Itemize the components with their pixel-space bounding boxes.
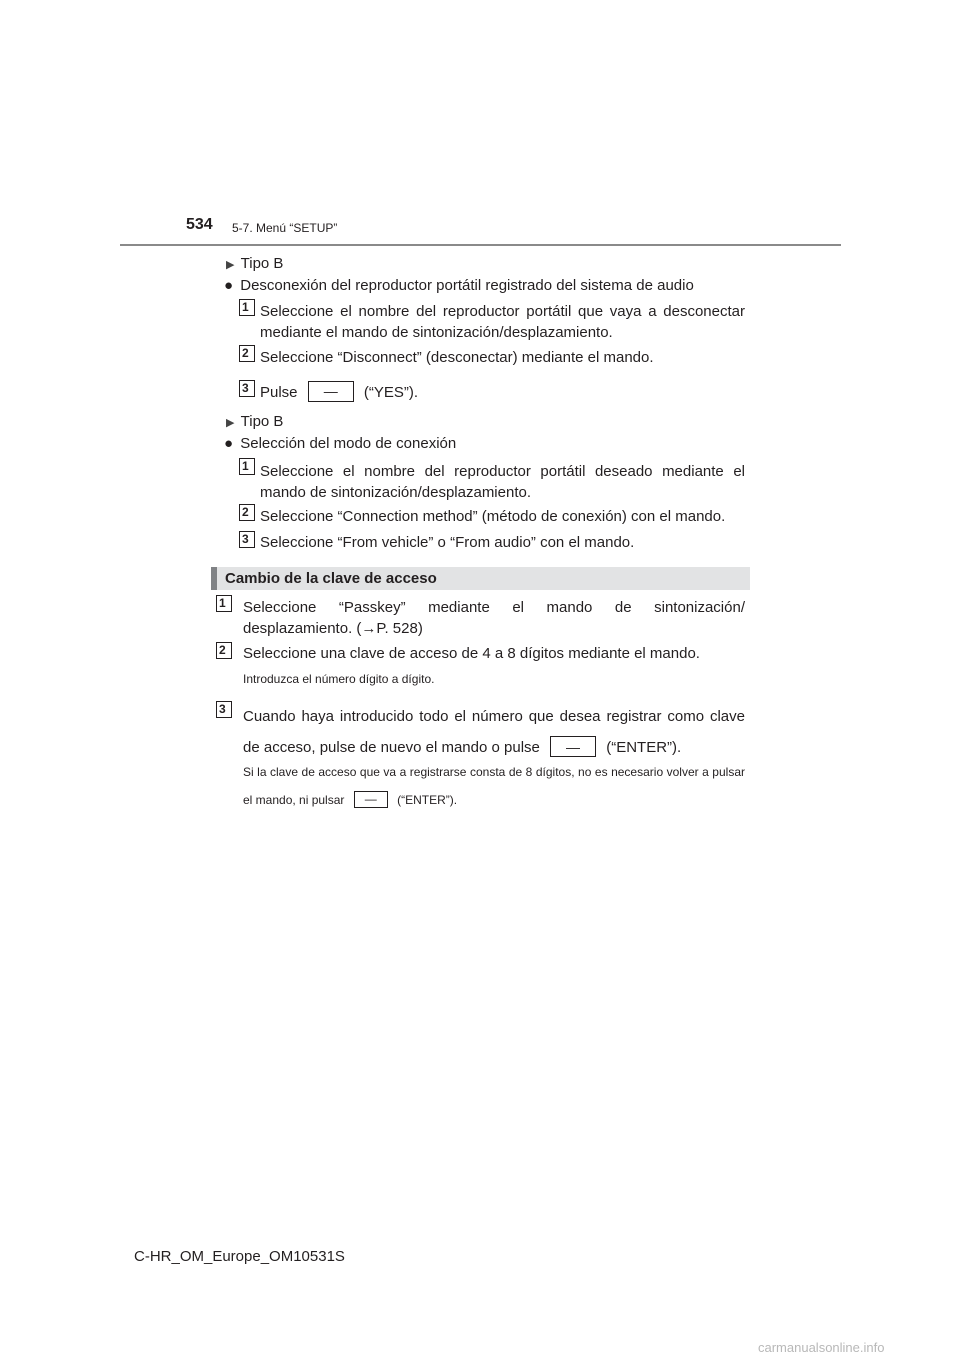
watermark-text: carmanualsonline.info [758, 1340, 885, 1355]
step-text: Seleccione una clave de acceso de 4 a 8 dígitos mediante el mando. [243, 645, 700, 662]
step-note-post: (“ENTER”). [397, 793, 458, 807]
step-note: Introduzca el número dígito a dígito. [243, 672, 435, 686]
bullet-heading-text: Desconexión del reproductor portátil registrado del sistema de audio [240, 277, 694, 294]
yes-button[interactable] [308, 381, 354, 402]
bullet-icon: ● [224, 277, 234, 294]
step-number-badge: 2 [239, 504, 255, 521]
dash-icon: — [364, 792, 377, 807]
triangle-bullet-icon: ▶ [226, 259, 235, 271]
step-text: Seleccione el nombre del reproductor portátil que vaya a desconectar mediante el mando de sintonización/desplazamiento. [260, 303, 745, 341]
step-text: Seleccione “Disconnect” (desconectar) mediante el mando. [260, 349, 654, 366]
step-text: Seleccione el nombre del reproductor portátil deseado mediante el mando de sintonización/desplazamiento. [260, 463, 745, 501]
step-number-badge: 1 [239, 299, 255, 316]
step-number-badge: 3 [239, 380, 255, 397]
step-text-post: (“ENTER”). [606, 739, 682, 756]
section-heading [211, 567, 750, 590]
tipo-line [226, 254, 283, 275]
bullet-icon: ● [224, 435, 234, 452]
step-text [260, 383, 418, 403]
footer-code: C-HR_OM_Europe_OM10531S [134, 1248, 345, 1265]
tipo-line [226, 412, 283, 433]
step-text-post: (“YES”). [363, 384, 419, 401]
bullet-heading [224, 276, 694, 296]
tipo-label: Tipo B [240, 255, 284, 272]
step-note-main: Si la clave de acceso que va a registrarse consta de 8 dígitos, no es necesario volver a pulsar el mando, ni pulsar [243, 765, 745, 807]
section-heading-text: Cambio de la clave de acceso [225, 570, 437, 587]
dash-icon: — [323, 383, 338, 400]
step-number-badge: 1 [239, 458, 255, 475]
step-text [243, 701, 745, 763]
page-number: 534 [186, 216, 213, 233]
step-text: Seleccione “Passkey” mediante el mando de sintonización/ desplazamiento. (→P. 528) [243, 599, 745, 637]
step-text: Seleccione “From vehicle” o “From audio” con el mando. [260, 534, 635, 551]
step-number-badge: 2 [216, 642, 232, 659]
enter-button-small[interactable] [354, 791, 388, 808]
header-rule [120, 244, 841, 246]
step-number-badge: 3 [239, 531, 255, 548]
dash-icon: — [566, 738, 581, 755]
step-text-pre: Pulse [260, 384, 298, 401]
step-number-badge: 2 [239, 345, 255, 362]
tipo-label: Tipo B [240, 413, 284, 430]
bullet-heading [224, 434, 456, 454]
step-text-main: Cuando haya introducido todo el número que desea registrar como clave de acceso, pulse de nuevo el mando o pulse [243, 708, 745, 756]
section-title: 5-7. Menú “SETUP” [232, 221, 338, 235]
step-number-badge: 3 [216, 701, 232, 718]
step-note [243, 758, 745, 814]
enter-button[interactable] [550, 736, 596, 757]
step-text: Seleccione “Connection method” (método de conexión) con el mando. [260, 508, 726, 525]
bullet-heading-text: Selección del modo de conexión [240, 435, 457, 452]
triangle-bullet-icon: ▶ [226, 417, 235, 429]
step-number-badge: 1 [216, 595, 232, 612]
